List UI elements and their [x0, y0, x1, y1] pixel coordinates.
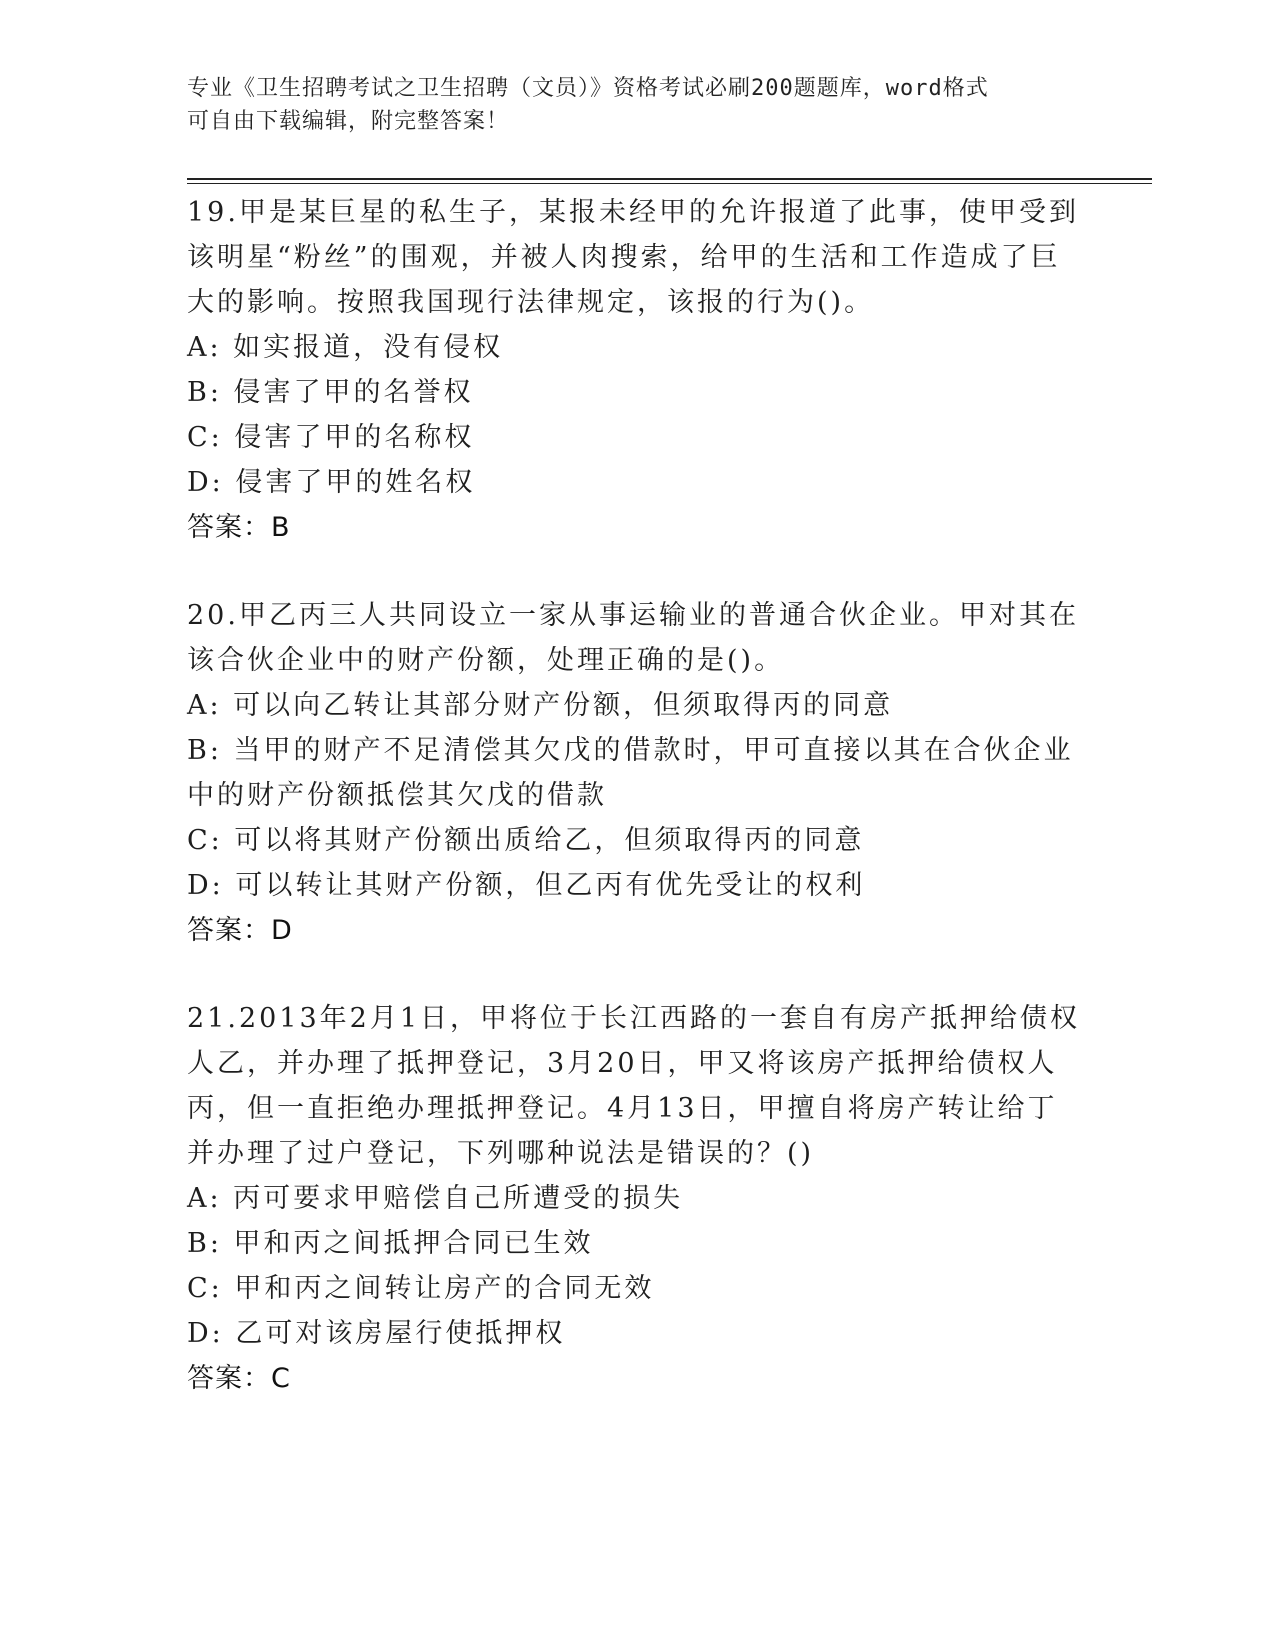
option-b: B: 甲和丙之间抵押合同已生效 [187, 1228, 594, 1259]
option-c: C: 侵害了甲的名称权 [187, 422, 475, 453]
option-c: C: 甲和丙之间转让房产的合同无效 [187, 1273, 655, 1304]
header-line-1: 专业《卫生招聘考试之卫生招聘（文员）》资格考试必刷200题题库，word格式 [187, 76, 989, 101]
question-stem: 20.甲乙丙三人共同设立一家从事运输业的普通合伙企业。甲对其在该合伙企业中的财产份额，处理正确的是()。 [187, 600, 1079, 676]
option-a: A: 丙可要求甲赔偿自己所遭受的损失 [187, 1183, 684, 1214]
answer-line: 答案：D [187, 915, 293, 946]
header-divider-thick [187, 178, 1152, 180]
header-divider-thin [187, 183, 1152, 184]
document-header [187, 72, 1067, 138]
question-19 [187, 190, 1087, 550]
option-a: A: 可以向乙转让其部分财产份额，但须取得丙的同意 [187, 690, 894, 721]
option-b: B: 当甲的财产不足清偿其欠戊的借款时，甲可直接以其在合伙企业中的财产份额抵偿其欠戊的借款 [187, 735, 1074, 811]
question-20 [187, 593, 1087, 953]
option-c: C: 可以将其财产份额出质给乙，但须取得丙的同意 [187, 825, 865, 856]
question-stem: 21.2013年2月1日，甲将位于长江西路的一套自有房产抵押给债权人乙，并办理了抵押登记，3月20日，甲又将该房产抵押给债权人丙，但一直拒绝办理抵押登记。4月13日，甲擅自将房产转让给丁并办理了过户登记，下列哪种说法是错误的？() [187, 1003, 1081, 1169]
option-d: D: 可以转让其财产份额，但乙丙有优先受让的权利 [187, 870, 866, 901]
answer-line: 答案：C [187, 1363, 291, 1394]
answer-line: 答案：B [187, 512, 291, 543]
question-21 [187, 996, 1087, 1401]
option-d: D: 乙可对该房屋行使抵押权 [187, 1318, 566, 1349]
option-d: D: 侵害了甲的姓名权 [187, 467, 476, 498]
header-line-2: 可自由下载编辑，附完整答案！ [187, 109, 510, 134]
option-a: A: 如实报道，没有侵权 [187, 332, 504, 363]
question-stem: 19.甲是某巨星的私生子，某报未经甲的允许报道了此事，使甲受到该明星“粉丝”的围观，并被人肉搜索，给甲的生活和工作造成了巨大的影响。按照我国现行法律规定，该报的行为()。 [187, 197, 1079, 318]
option-b: B: 侵害了甲的名誉权 [187, 377, 474, 408]
question-list [187, 190, 1087, 1444]
